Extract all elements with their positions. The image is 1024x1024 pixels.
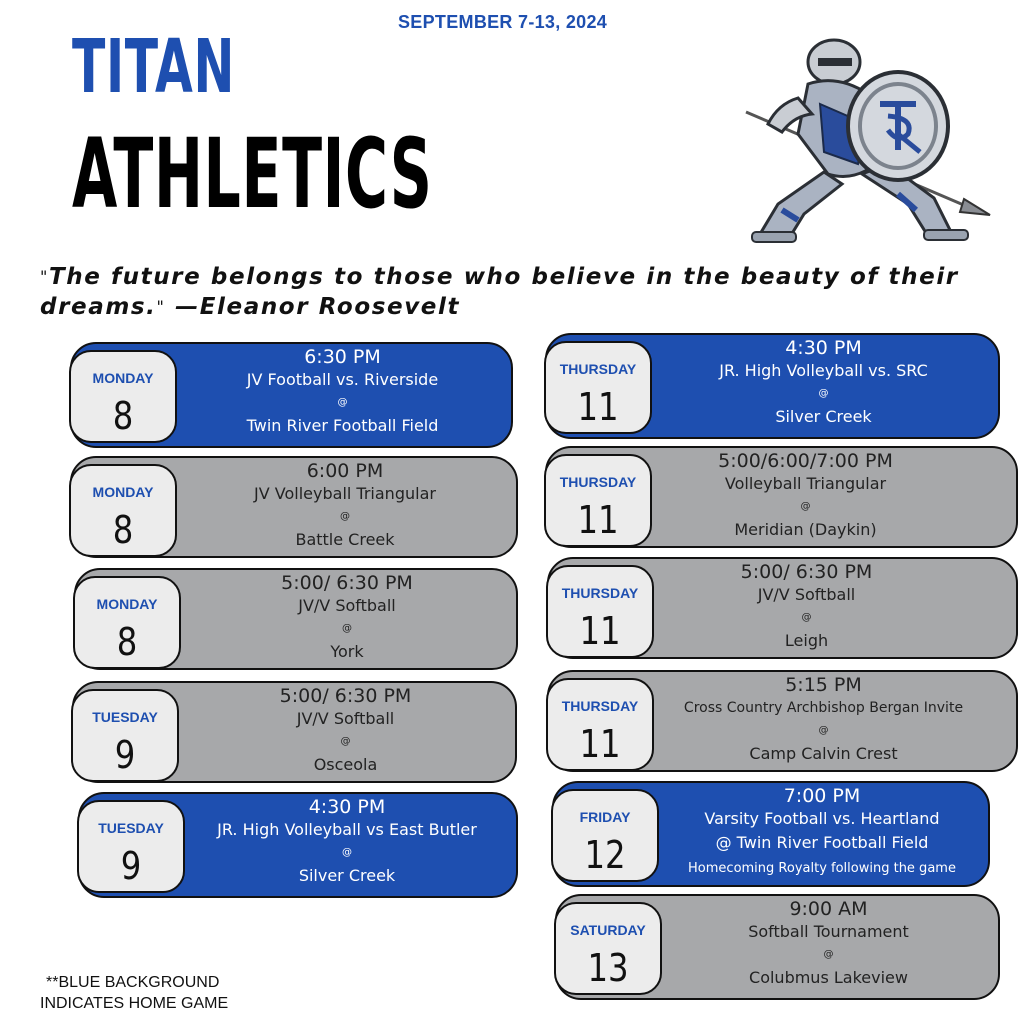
event-card bbox=[547, 670, 1018, 772]
date-box bbox=[551, 789, 659, 882]
event-info bbox=[184, 570, 510, 668]
event-location: Camp Calvin Crest bbox=[749, 744, 898, 763]
event-info bbox=[665, 896, 992, 998]
day-of-week: MONDAY bbox=[96, 596, 158, 612]
quote-text: The future belongs to those who believe in the beauty of their dreams. bbox=[40, 264, 959, 320]
date-box bbox=[544, 454, 652, 547]
event-title: JV/V Softball bbox=[757, 585, 856, 604]
day-number: 11 bbox=[579, 609, 621, 653]
event-title: Volleyball Triangular bbox=[724, 474, 887, 493]
at-symbol: @ bbox=[801, 612, 812, 623]
event-title: JV Volleyball Triangular bbox=[254, 484, 436, 503]
at-symbol: @ bbox=[342, 623, 352, 634]
day-number: 8 bbox=[112, 508, 134, 552]
event-title: JR. High Volleyball vs East Butler bbox=[217, 820, 477, 839]
day-of-week: FRIDAY bbox=[579, 809, 631, 825]
event-title: Cross Country Archbishop Bergan Invite bbox=[683, 700, 964, 716]
event-info bbox=[184, 794, 510, 896]
event-info bbox=[655, 448, 956, 546]
event-card bbox=[70, 342, 513, 448]
date-box bbox=[554, 902, 662, 995]
event-location: Battle Creek bbox=[295, 530, 395, 549]
event-time: 6:30 PM bbox=[304, 346, 381, 368]
event-title: Softball Tournament bbox=[748, 922, 909, 941]
day-of-week: THURSDAY bbox=[561, 698, 639, 714]
date-box bbox=[546, 678, 654, 771]
event-card bbox=[555, 894, 1000, 1000]
at-symbol: @ bbox=[818, 725, 829, 736]
event-info bbox=[180, 344, 505, 446]
at-symbol: @ bbox=[340, 736, 351, 747]
event-info bbox=[182, 683, 509, 781]
event-time: 5:00/ 6:30 PM bbox=[740, 561, 873, 583]
at-symbol: @ bbox=[818, 388, 829, 399]
day-number: 13 bbox=[587, 946, 629, 990]
date-box bbox=[69, 464, 177, 557]
event-info bbox=[657, 559, 956, 657]
event-time: 9:00 AM bbox=[789, 898, 868, 920]
day-of-week: MONDAY bbox=[92, 370, 154, 386]
event-card bbox=[545, 446, 1018, 548]
day-of-week: THURSDAY bbox=[559, 474, 637, 490]
day-number: 9 bbox=[120, 844, 142, 888]
home-game-footnote bbox=[40, 972, 228, 1014]
at-symbol: @ bbox=[800, 501, 811, 512]
day-of-week: THURSDAY bbox=[559, 361, 637, 377]
event-title: Varsity Football vs. Heartland bbox=[704, 809, 940, 828]
day-number: 11 bbox=[577, 385, 619, 429]
date-range: SEPTEMBER 7-13, 2024 bbox=[398, 12, 608, 32]
event-location: Colubmus Lakeview bbox=[749, 968, 908, 987]
day-of-week: MONDAY bbox=[92, 484, 154, 500]
event-title: JV/V Softball bbox=[298, 596, 396, 615]
day-number: 11 bbox=[579, 722, 621, 766]
day-of-week: SATURDAY bbox=[570, 922, 646, 938]
date-box bbox=[546, 565, 654, 658]
day-number: 9 bbox=[114, 733, 136, 777]
event-time: 5:00/ 6:30 PM bbox=[281, 572, 413, 594]
date-box bbox=[73, 576, 181, 669]
event-location: Leigh bbox=[784, 631, 829, 650]
event-location: Meridian (Daykin) bbox=[734, 520, 877, 539]
day-of-week: THURSDAY bbox=[561, 585, 639, 601]
footnote-line-1: **BLUE BACKGROUND bbox=[46, 974, 220, 991]
event-time: 6:00 PM bbox=[306, 460, 384, 482]
event-card bbox=[70, 456, 518, 558]
event-time: 5:00/6:00/7:00 PM bbox=[718, 450, 893, 472]
event-note: Homecoming Royalty following the game bbox=[688, 861, 956, 876]
event-card bbox=[74, 568, 518, 670]
day-of-week: TUESDAY bbox=[98, 820, 164, 836]
event-info bbox=[655, 335, 992, 437]
event-location: Silver Creek bbox=[775, 407, 872, 426]
date-box bbox=[69, 350, 177, 443]
event-time: 7:00 PM bbox=[783, 785, 861, 807]
at-symbol: @ bbox=[340, 511, 350, 522]
event-time: 5:15 PM bbox=[785, 674, 862, 696]
event-title: JV Football vs. Riverside bbox=[246, 370, 439, 389]
event-card bbox=[547, 557, 1018, 659]
day-number: 11 bbox=[577, 498, 619, 542]
event-card bbox=[552, 781, 990, 887]
day-number: 8 bbox=[112, 394, 134, 438]
event-location: Twin River Football Field bbox=[246, 416, 439, 435]
titan-warrior-logo-icon bbox=[738, 34, 998, 248]
event-card bbox=[545, 333, 1000, 439]
quote-author: —Eleanor Roosevelt bbox=[175, 294, 461, 320]
at-symbol: @ bbox=[337, 397, 348, 408]
event-title: JV/V Softball bbox=[296, 709, 395, 728]
quote-close-mark: " bbox=[156, 297, 166, 316]
day-number: 12 bbox=[584, 833, 626, 877]
date-box bbox=[71, 689, 179, 782]
quote-open-mark: " bbox=[40, 267, 49, 286]
event-info bbox=[180, 458, 510, 556]
title-athletics: ATHLETICS bbox=[72, 118, 433, 230]
event-location: York bbox=[330, 642, 364, 661]
event-title: JR. High Volleyball vs. SRC bbox=[719, 361, 928, 380]
motivational-quote bbox=[40, 262, 1015, 322]
event-card bbox=[72, 681, 517, 783]
at-symbol: @ bbox=[342, 847, 352, 858]
event-location: @ Twin River Football Field bbox=[715, 833, 929, 852]
day-number: 8 bbox=[116, 620, 138, 664]
event-info bbox=[662, 783, 982, 885]
event-card bbox=[78, 792, 518, 898]
at-symbol: @ bbox=[823, 949, 834, 960]
event-time: 5:00/ 6:30 PM bbox=[279, 685, 412, 707]
title-titan: TITAN bbox=[72, 24, 235, 110]
date-box bbox=[77, 800, 185, 893]
event-time: 4:30 PM bbox=[308, 796, 386, 818]
day-of-week: TUESDAY bbox=[92, 709, 158, 725]
date-box bbox=[544, 341, 652, 434]
event-location: Silver Creek bbox=[298, 866, 396, 885]
footnote-line-2: INDICATES HOME GAME bbox=[40, 995, 229, 1012]
event-location: Osceola bbox=[313, 755, 378, 774]
event-time: 4:30 PM bbox=[785, 337, 862, 359]
event-info bbox=[657, 672, 990, 770]
